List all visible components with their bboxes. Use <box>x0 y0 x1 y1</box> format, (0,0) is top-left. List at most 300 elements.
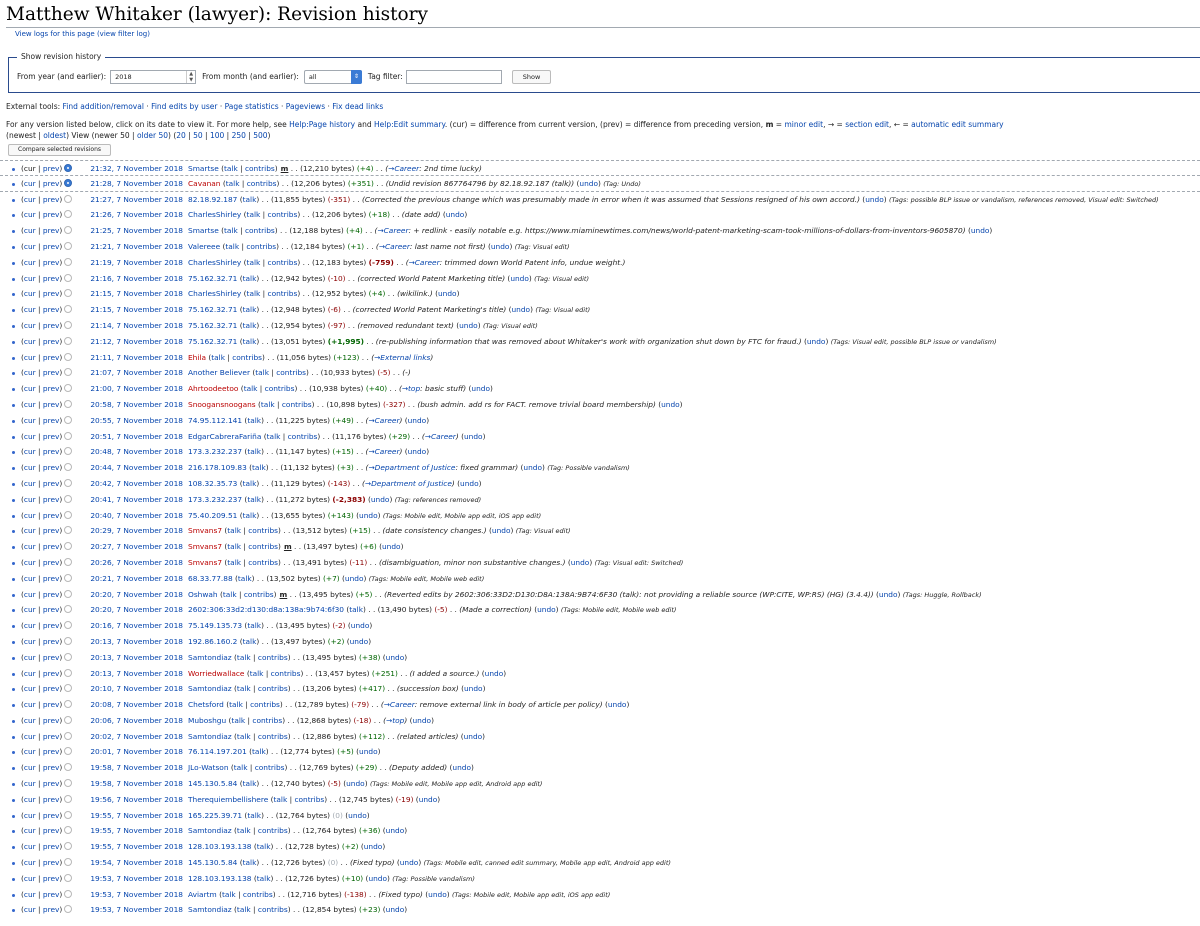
prev-link[interactable]: prev <box>42 731 60 741</box>
section-link[interactable]: →Career <box>377 226 409 236</box>
user-link[interactable]: 108.32.35.73 <box>188 478 238 488</box>
talk-link[interactable]: talk <box>246 210 261 220</box>
cur-link[interactable]: cur <box>23 368 36 378</box>
prev-link[interactable]: prev <box>42 510 60 520</box>
revision-date-link[interactable]: 20:48, 7 November 2018 <box>90 447 183 457</box>
talk-link[interactable]: talk <box>242 336 257 346</box>
talk-link[interactable]: talk <box>236 684 251 694</box>
revision-radio[interactable] <box>64 511 72 519</box>
user-link[interactable]: Ahrtoodeetoo <box>188 384 239 394</box>
revision-date-link[interactable]: 21:21, 7 November 2018 <box>90 241 183 251</box>
contribs-link[interactable]: contribs <box>246 178 277 188</box>
contribs-link[interactable]: contribs <box>267 257 298 267</box>
cur-link[interactable]: cur <box>23 384 36 394</box>
section-link[interactable]: →Department of Justice <box>368 463 456 473</box>
revision-date-link[interactable]: 21:11, 7 November 2018 <box>90 352 183 362</box>
talk-link[interactable]: talk <box>237 573 252 583</box>
user-link[interactable]: Cavanan <box>188 178 221 188</box>
revision-date-link[interactable]: 20:42, 7 November 2018 <box>90 478 183 488</box>
section-link[interactable]: →Career <box>383 700 415 710</box>
talk-link[interactable]: talk <box>236 905 251 915</box>
undo-link[interactable]: undo <box>363 842 383 852</box>
cur-link[interactable]: cur <box>23 226 36 236</box>
revision-date-link[interactable]: 19:58, 7 November 2018 <box>90 763 183 773</box>
prev-link[interactable]: prev <box>42 368 60 378</box>
cur-link[interactable]: cur <box>23 526 36 536</box>
prev-link[interactable]: prev <box>42 826 60 836</box>
undo-link[interactable]: undo <box>385 826 405 836</box>
user-link[interactable]: Smvans7 <box>188 526 223 536</box>
talk-link[interactable]: talk <box>242 273 257 283</box>
automatic-edit-summary-link[interactable]: automatic edit summary <box>911 120 1004 129</box>
revision-radio[interactable] <box>64 400 72 408</box>
cur-link[interactable]: cur <box>23 510 36 520</box>
revision-radio[interactable] <box>64 574 72 582</box>
undo-link[interactable]: undo <box>399 858 419 868</box>
revision-radio[interactable] <box>64 700 72 708</box>
prev-link[interactable]: prev <box>42 164 60 173</box>
user-link[interactable]: 173.3.232.237 <box>188 447 243 457</box>
revision-radio[interactable] <box>64 795 72 803</box>
revision-date-link[interactable]: 20:20, 7 November 2018 <box>90 589 183 599</box>
prev-link[interactable]: prev <box>42 384 60 394</box>
cur-link[interactable]: cur <box>23 289 36 299</box>
undo-link[interactable]: undo <box>471 384 491 394</box>
undo-link[interactable]: undo <box>491 526 511 536</box>
prev-link[interactable]: prev <box>42 557 60 567</box>
revision-date-link[interactable]: 21:15, 7 November 2018 <box>90 305 183 315</box>
revision-date-link[interactable]: 20:51, 7 November 2018 <box>90 431 183 441</box>
contribs-link[interactable]: contribs <box>252 715 283 725</box>
cur-link[interactable]: cur <box>23 700 36 710</box>
revision-date-link[interactable]: 20:13, 7 November 2018 <box>90 652 183 662</box>
talk-link[interactable]: talk <box>252 463 266 473</box>
revision-radio[interactable] <box>64 590 72 598</box>
tag-filter-input[interactable] <box>406 70 502 84</box>
user-link[interactable]: 165.225.39.71 <box>188 810 243 820</box>
revision-date-link[interactable]: 20:27, 7 November 2018 <box>90 542 183 552</box>
contribs-link[interactable]: contribs <box>248 557 279 567</box>
user-link[interactable]: 75.149.135.73 <box>188 621 243 631</box>
talk-link[interactable]: talk <box>256 842 271 852</box>
cur-link[interactable]: cur <box>23 478 36 488</box>
revision-radio[interactable] <box>64 416 72 424</box>
revision-radio[interactable] <box>64 542 72 550</box>
contribs-link[interactable]: contribs <box>276 368 307 378</box>
undo-link[interactable]: undo <box>368 873 388 883</box>
revision-radio[interactable] <box>64 210 72 218</box>
prev-link[interactable]: prev <box>42 905 60 915</box>
contribs-link[interactable]: contribs <box>267 289 298 299</box>
undo-link[interactable]: undo <box>445 210 465 220</box>
user-link[interactable]: EdgarCabreraFariña <box>188 431 262 441</box>
revision-radio[interactable] <box>64 432 72 440</box>
undo-link[interactable]: undo <box>452 763 471 773</box>
month-select[interactable] <box>304 70 362 84</box>
cur-link[interactable]: cur <box>23 605 36 615</box>
prev-link[interactable]: prev <box>42 668 60 678</box>
cur-link[interactable]: cur <box>23 747 36 757</box>
user-link[interactable]: CharlesShirley <box>188 210 242 220</box>
prev-link[interactable]: prev <box>42 494 60 504</box>
tool-pageviews[interactable]: Pageviews <box>285 102 326 111</box>
revision-date-link[interactable]: 21:14, 7 November 2018 <box>90 320 183 330</box>
cur-link[interactable]: cur <box>23 336 36 346</box>
undo-link[interactable]: undo <box>385 905 405 915</box>
revision-date-link[interactable]: 20:26, 7 November 2018 <box>90 557 183 567</box>
contribs-link[interactable]: contribs <box>264 384 295 394</box>
user-link[interactable]: 216.178.109.83 <box>188 463 247 473</box>
user-link[interactable]: Smartse <box>188 164 219 173</box>
cur-link[interactable]: cur <box>23 621 36 631</box>
talk-link[interactable]: talk <box>252 747 266 757</box>
cur-link[interactable]: cur <box>23 178 36 188</box>
talk-link[interactable]: talk <box>236 826 251 836</box>
revision-radio[interactable] <box>64 558 72 566</box>
revision-radio[interactable] <box>64 495 72 503</box>
revision-radio[interactable] <box>64 684 72 692</box>
revision-date-link[interactable]: 21:19, 7 November 2018 <box>90 257 183 267</box>
revision-radio[interactable] <box>64 779 72 787</box>
undo-link[interactable]: undo <box>463 431 483 441</box>
talk-link[interactable]: talk <box>249 668 264 678</box>
talk-link[interactable]: talk <box>242 858 257 868</box>
prev-link[interactable]: prev <box>42 605 60 615</box>
talk-link[interactable]: talk <box>247 810 262 820</box>
minor-edit-link[interactable]: minor edit <box>784 120 824 129</box>
talk-link[interactable]: talk <box>247 447 262 457</box>
prev-link[interactable]: prev <box>42 210 60 220</box>
prev-link[interactable]: prev <box>42 178 60 188</box>
user-link[interactable]: 145.130.5.84 <box>188 858 238 868</box>
talk-link[interactable]: talk <box>211 352 225 362</box>
older-50-link[interactable]: older 50 <box>136 131 169 140</box>
revision-date-link[interactable]: 20:20, 7 November 2018 <box>90 605 183 615</box>
undo-link[interactable]: undo <box>349 636 369 646</box>
revision-radio[interactable] <box>64 842 72 850</box>
prev-link[interactable]: prev <box>42 873 60 883</box>
user-link[interactable]: CharlesShirley <box>188 257 242 267</box>
revision-date-link[interactable]: 19:56, 7 November 2018 <box>90 794 183 804</box>
revision-radio[interactable] <box>64 463 72 471</box>
prev-link[interactable]: prev <box>42 542 60 552</box>
revision-date-link[interactable]: 21:27, 7 November 2018 <box>90 194 183 204</box>
compare-revisions-button[interactable]: Compare selected revisions <box>8 144 111 156</box>
contribs-link[interactable]: contribs <box>254 763 285 773</box>
revision-radio[interactable] <box>64 826 72 834</box>
revision-date-link[interactable]: 20:16, 7 November 2018 <box>90 621 183 631</box>
prev-link[interactable]: prev <box>42 747 60 757</box>
revision-radio[interactable] <box>64 732 72 740</box>
talk-link[interactable]: talk <box>242 194 257 204</box>
user-link[interactable]: Samtondiaz <box>188 905 232 915</box>
undo-link[interactable]: undo <box>407 447 427 457</box>
contribs-link[interactable]: contribs <box>243 589 274 599</box>
talk-link[interactable]: talk <box>222 589 237 599</box>
revision-radio[interactable] <box>64 321 72 329</box>
year-spinner-icon[interactable]: ▲ ▼ <box>186 71 195 83</box>
user-link[interactable]: 173.3.232.237 <box>188 494 243 504</box>
cur-link[interactable]: cur <box>23 763 36 773</box>
cur-link[interactable]: cur <box>23 273 36 283</box>
talk-link[interactable]: talk <box>246 257 261 267</box>
revision-radio[interactable] <box>64 179 72 187</box>
prev-link[interactable]: prev <box>42 810 60 820</box>
view-filter-log-link[interactable]: (view filter log) <box>96 30 150 38</box>
talk-link[interactable]: talk <box>225 178 240 188</box>
revision-date-link[interactable]: 19:55, 7 November 2018 <box>90 810 183 820</box>
revision-date-link[interactable]: 20:29, 7 November 2018 <box>90 526 183 536</box>
tool-find-edits-by-user[interactable]: Find edits by user <box>151 102 218 111</box>
talk-link[interactable]: talk <box>227 542 242 552</box>
talk-link[interactable]: talk <box>227 526 242 536</box>
tool-page-statistics[interactable]: Page statistics <box>224 102 279 111</box>
talk-link[interactable]: talk <box>236 652 251 662</box>
user-link[interactable]: 75.162.32.71 <box>188 320 238 330</box>
revision-date-link[interactable]: 20:41, 7 November 2018 <box>90 494 183 504</box>
user-link[interactable]: Aviartm <box>188 889 217 899</box>
prev-link[interactable]: prev <box>42 447 60 457</box>
cur-link[interactable]: cur <box>23 463 36 473</box>
user-link[interactable]: 145.130.5.84 <box>188 779 238 789</box>
prev-link[interactable]: prev <box>42 431 60 441</box>
user-link[interactable]: 128.103.193.138 <box>188 873 252 883</box>
cur-link[interactable]: cur <box>23 352 36 362</box>
revision-radio[interactable] <box>64 289 72 297</box>
revision-radio[interactable] <box>64 242 72 250</box>
undo-link[interactable]: undo <box>344 573 364 583</box>
contribs-link[interactable]: contribs <box>244 164 275 173</box>
limit-100-link[interactable]: 100 <box>209 131 225 140</box>
revision-radio[interactable] <box>64 763 72 771</box>
revision-date-link[interactable]: 21:12, 7 November 2018 <box>90 336 183 346</box>
user-link[interactable]: Samtondiaz <box>188 684 232 694</box>
cur-link[interactable]: cur <box>23 257 36 267</box>
undo-link[interactable]: undo <box>385 652 405 662</box>
undo-link[interactable]: undo <box>865 194 884 204</box>
revision-date-link[interactable]: 19:53, 7 November 2018 <box>90 905 183 915</box>
revision-radio[interactable] <box>64 605 72 613</box>
contribs-link[interactable]: contribs <box>248 542 279 552</box>
prev-link[interactable]: prev <box>42 463 60 473</box>
undo-link[interactable]: undo <box>661 399 680 409</box>
revision-date-link[interactable]: 19:55, 7 November 2018 <box>90 842 183 852</box>
prev-link[interactable]: prev <box>42 320 60 330</box>
revision-radio[interactable] <box>64 195 72 203</box>
user-link[interactable]: Oshwah <box>188 589 218 599</box>
talk-link[interactable]: talk <box>273 794 288 804</box>
undo-link[interactable]: undo <box>490 241 510 251</box>
talk-link[interactable]: talk <box>247 415 262 425</box>
user-link[interactable]: 75.162.32.71 <box>188 273 238 283</box>
talk-link[interactable]: talk <box>233 763 248 773</box>
undo-link[interactable]: undo <box>460 478 479 488</box>
talk-link[interactable]: talk <box>224 164 238 173</box>
cur-link[interactable]: cur <box>23 320 36 330</box>
user-link[interactable]: CharlesShirley <box>188 289 242 299</box>
prev-link[interactable]: prev <box>42 526 60 536</box>
revision-radio[interactable] <box>64 621 72 629</box>
prev-link[interactable]: prev <box>42 589 60 599</box>
section-link[interactable]: →Career <box>388 164 420 173</box>
cur-link[interactable]: cur <box>23 652 36 662</box>
cur-link[interactable]: cur <box>23 431 36 441</box>
prev-link[interactable]: prev <box>42 842 60 852</box>
undo-link[interactable]: undo <box>464 684 483 694</box>
revision-date-link[interactable]: 20:13, 7 November 2018 <box>90 668 183 678</box>
tool-find-addition-removal[interactable]: Find addition/removal <box>62 102 144 111</box>
revision-radio[interactable] <box>64 384 72 392</box>
cur-link[interactable]: cur <box>23 889 36 899</box>
view-logs-link[interactable]: View logs for this page <box>15 30 95 38</box>
prev-link[interactable]: prev <box>42 289 60 299</box>
undo-link[interactable]: undo <box>570 557 590 567</box>
user-link[interactable]: Samtondiaz <box>188 826 232 836</box>
undo-link[interactable]: undo <box>806 336 826 346</box>
revision-radio[interactable] <box>64 337 72 345</box>
revision-radio[interactable] <box>64 274 72 282</box>
user-link[interactable]: 128.103.193.138 <box>188 842 252 852</box>
undo-link[interactable]: undo <box>459 320 478 330</box>
undo-link[interactable]: undo <box>407 415 427 425</box>
cur-link[interactable]: cur <box>23 210 36 220</box>
revision-radio[interactable] <box>64 890 72 898</box>
section-link[interactable]: →Career <box>368 415 400 425</box>
revision-date-link[interactable]: 19:55, 7 November 2018 <box>90 826 183 836</box>
contribs-link[interactable]: contribs <box>246 241 277 251</box>
prev-link[interactable]: prev <box>42 478 60 488</box>
user-link[interactable]: 82.18.92.187 <box>188 194 238 204</box>
contribs-link[interactable]: contribs <box>257 731 288 741</box>
section-link[interactable]: →top <box>386 715 405 725</box>
talk-link[interactable]: talk <box>236 731 251 741</box>
contribs-link[interactable]: contribs <box>250 700 280 710</box>
revision-radio[interactable] <box>64 905 72 913</box>
limit-500-link[interactable]: 500 <box>253 131 268 140</box>
prev-link[interactable]: prev <box>42 415 60 425</box>
prev-link[interactable]: prev <box>42 621 60 631</box>
talk-link[interactable]: talk <box>266 431 281 441</box>
revision-date-link[interactable]: 20:55, 7 November 2018 <box>90 415 183 425</box>
help-page-history-link[interactable]: Help:Page history <box>289 120 356 129</box>
revision-date-link[interactable]: 21:28, 7 November 2018 <box>90 178 183 188</box>
revision-radio[interactable] <box>64 368 72 376</box>
talk-link[interactable]: talk <box>221 889 236 899</box>
contribs-link[interactable]: contribs <box>281 399 312 409</box>
cur-link[interactable]: cur <box>23 636 36 646</box>
cur-link[interactable]: cur <box>23 826 36 836</box>
cur-link[interactable]: cur <box>23 842 36 852</box>
contribs-link[interactable]: contribs <box>257 826 288 836</box>
talk-link[interactable]: talk <box>242 320 257 330</box>
prev-link[interactable]: prev <box>42 779 60 789</box>
user-link[interactable]: JLo-Watson <box>188 763 229 773</box>
user-link[interactable]: 76.114.197.201 <box>188 747 247 757</box>
user-link[interactable]: 75.162.32.71 <box>188 336 238 346</box>
user-link[interactable]: 74.95.112.141 <box>188 415 243 425</box>
tool-fix-dead-links[interactable]: Fix dead links <box>332 102 384 111</box>
undo-link[interactable]: undo <box>537 605 556 615</box>
cur-link[interactable]: cur <box>23 557 36 567</box>
cur-link[interactable]: cur <box>23 715 36 725</box>
revision-radio[interactable] <box>64 305 72 313</box>
talk-link[interactable]: talk <box>242 478 257 488</box>
prev-link[interactable]: prev <box>42 226 60 236</box>
revision-date-link[interactable]: 20:08, 7 November 2018 <box>90 700 183 710</box>
revision-date-link[interactable]: 21:16, 7 November 2018 <box>90 273 183 283</box>
revision-radio[interactable] <box>64 653 72 661</box>
undo-link[interactable]: undo <box>579 178 598 188</box>
prev-link[interactable]: prev <box>42 194 60 204</box>
revision-date-link[interactable]: 21:07, 7 November 2018 <box>90 368 183 378</box>
talk-link[interactable]: talk <box>243 384 258 394</box>
revision-radio[interactable] <box>64 447 72 455</box>
prev-link[interactable]: prev <box>42 352 60 362</box>
prev-link[interactable]: prev <box>42 700 60 710</box>
section-link[interactable]: →Career <box>368 447 400 457</box>
talk-link[interactable]: talk <box>231 715 246 725</box>
section-link[interactable]: →Career <box>378 241 410 251</box>
revision-date-link[interactable]: 20:21, 7 November 2018 <box>90 573 183 583</box>
talk-link[interactable]: talk <box>227 557 242 567</box>
prev-link[interactable]: prev <box>42 305 60 315</box>
cur-link[interactable]: cur <box>23 589 36 599</box>
cur-link[interactable]: cur <box>23 447 36 457</box>
user-link[interactable]: 68.33.77.88 <box>188 573 233 583</box>
show-button[interactable]: Show <box>512 70 552 84</box>
cur-link[interactable]: cur <box>23 905 36 915</box>
revision-radio[interactable] <box>64 353 72 361</box>
user-link[interactable]: Snoogansnoogans <box>188 399 256 409</box>
prev-link[interactable]: prev <box>42 652 60 662</box>
contribs-link[interactable]: contribs <box>287 431 318 441</box>
user-link[interactable]: Smartse <box>188 226 219 236</box>
cur-link[interactable]: cur <box>23 779 36 789</box>
user-link[interactable]: 192.86.160.2 <box>188 636 238 646</box>
cur-link[interactable]: cur <box>23 194 36 204</box>
contribs-link[interactable]: contribs <box>294 794 325 804</box>
cur-link[interactable]: cur <box>23 305 36 315</box>
limit-20-link[interactable]: 20 <box>176 131 186 140</box>
talk-link[interactable]: talk <box>255 368 270 378</box>
revision-date-link[interactable]: 20:02, 7 November 2018 <box>90 731 183 741</box>
undo-link[interactable]: undo <box>348 810 367 820</box>
prev-link[interactable]: prev <box>42 858 60 868</box>
user-link[interactable]: 75.162.32.71 <box>188 305 238 315</box>
undo-link[interactable]: undo <box>359 747 378 757</box>
contribs-link[interactable]: contribs <box>257 652 288 662</box>
user-link[interactable]: Another Believer <box>188 368 251 378</box>
chevron-updown-icon[interactable]: ⇕ <box>351 70 362 84</box>
user-link[interactable]: 75.40.209.51 <box>188 510 238 520</box>
user-link[interactable]: 2602:306:33d2:d130:d8a:138a:9b74:6f30 <box>188 605 345 615</box>
cur-link[interactable]: cur <box>23 794 36 804</box>
contribs-link[interactable]: contribs <box>232 352 263 362</box>
revision-date-link[interactable]: 19:54, 7 November 2018 <box>90 858 183 868</box>
undo-link[interactable]: undo <box>418 794 438 804</box>
revision-date-link[interactable]: 19:53, 7 November 2018 <box>90 889 183 899</box>
cur-link[interactable]: cur <box>23 873 36 883</box>
revision-date-link[interactable]: 20:10, 7 November 2018 <box>90 684 183 694</box>
prev-link[interactable]: prev <box>42 399 60 409</box>
prev-link[interactable]: prev <box>42 715 60 725</box>
talk-link[interactable]: talk <box>242 636 257 646</box>
talk-link[interactable]: talk <box>247 621 262 631</box>
user-link[interactable]: Worriedwallace <box>188 668 245 678</box>
talk-link[interactable]: talk <box>349 605 364 615</box>
help-edit-summary-link[interactable]: Help:Edit summary <box>374 120 445 129</box>
revision-radio[interactable] <box>64 747 72 755</box>
